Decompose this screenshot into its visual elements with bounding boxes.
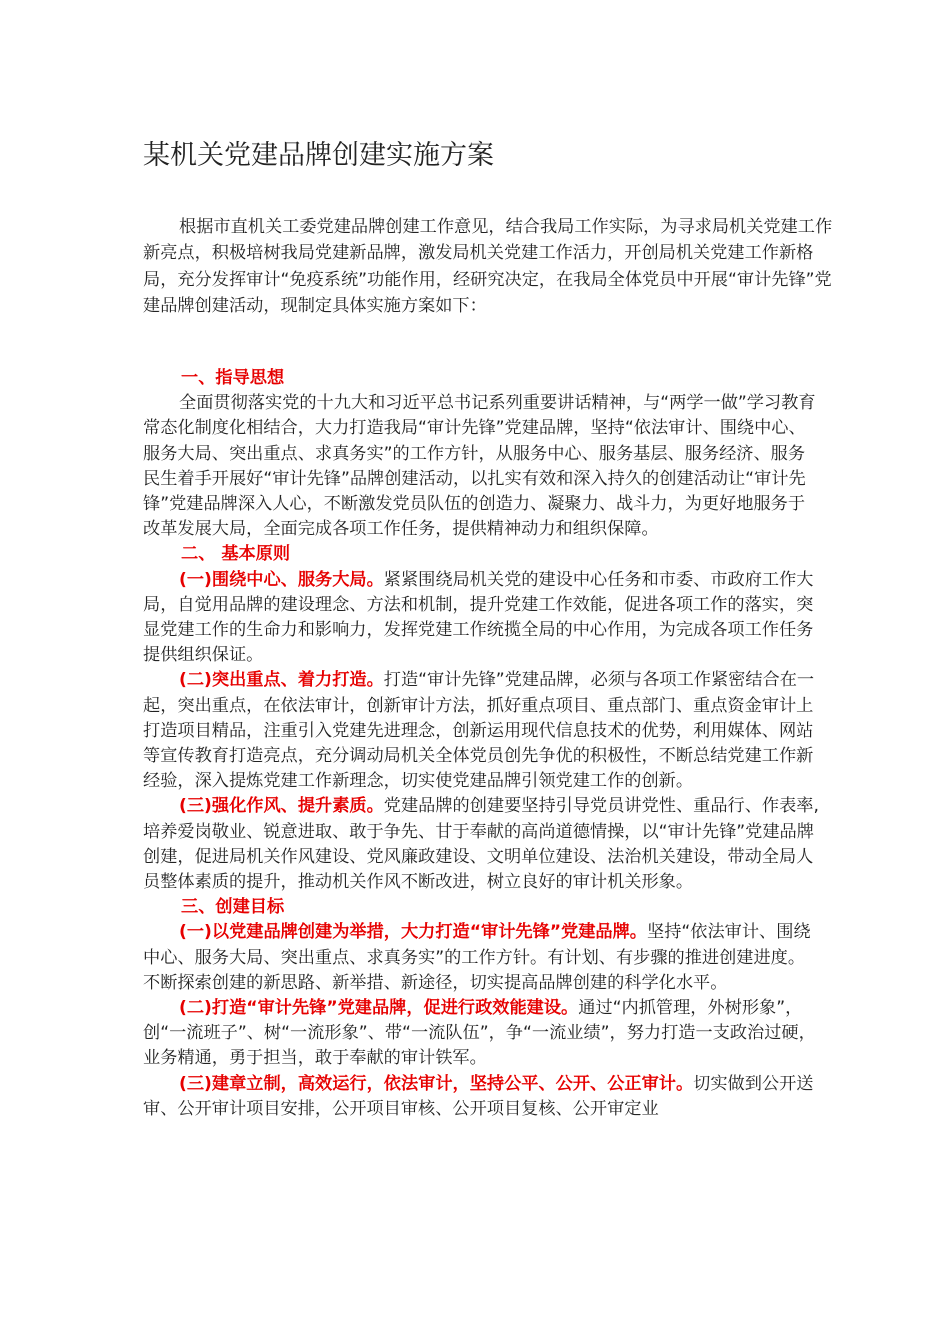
section-heading-2: 二、 基本原则 [181,544,291,565]
principle-text-3: 党建品牌的创建要坚持引导党员讲党性、重品行、作表率,培养爱岗敬业、锐意进取、敢于争先、甘于奉献的高尚道德情操，以“审计先锋”党建品牌创建，促进局机关作风建设、党风廉政建设、文明单位建设、法治机关建设，带动全局人员整体素质的提升，推动机关作风不断改进，树立良好的审计机关形象。 [143,796,819,893]
goal-lead-2: (二)打造“审计先锋”党建品牌，促进行政效能建设。 [179,998,579,1019]
principle-paragraph-1 [143,568,819,669]
section-heading-3: 三、创建目标 [181,897,285,918]
intro-paragraph: 根据市直机关工委党建品牌创建工作意见，结合我局工作实际，为寻求局机关党建工作新亮点，积极培树我局党建新品牌，激发局机关党建工作活力，开创局机关党建工作新格局，充分发挥审计“免疫系统”功能作用，经研究决定，在我局全体党员中开展“审计先锋”党建品牌创建活动，现制定具体实施方案如下： [143,217,833,316]
section-heading-1: 一、指导思想 [181,368,285,388]
document-body [143,366,819,1122]
goal-paragraph-3 [143,1072,819,1122]
principle-lead-2: (二)突出重点、着力打造。 [179,670,384,691]
goal-text-3: 切实做到公开送审、公开审计项目安排，公开项目审核、公开项目复核、公开审定业 [143,1073,814,1119]
goal-paragraph-2 [143,996,819,1072]
goal-lead-3: (三)建章立制，高效运行，依法审计，坚持公平、公开、公正审计。 [179,1073,694,1094]
goal-text-1: 坚持“依法审计、围绕中心、服务大局、突出重点、求真务实”的工作方针。有计划、有步骤的推进创建进度。不断探索创建的新思路、新举措、新途径，切实提高品牌创建的科学化水平。 [143,922,811,993]
goal-lead-1: (一)以党建品牌创建为举措，大力打造“审计先锋”党建品牌。 [179,922,647,943]
principle-paragraph-2 [143,668,819,794]
document-title: 某机关党建品牌创建实施方案 [143,140,494,171]
section-1-paragraph: 全面贯彻落实党的十九大和习近平总书记系列重要讲话精神，与“两学一做”学习教育常态化制度化相结合，大力打造我局“审计先锋”党建品牌，坚持“依法审计、围绕中心、服务大局、突出重点、求真务实”的工作方针，从服务中心、服务基层、服务经济、服务民生着手开展好“审计先锋”品牌创建活动，以扎实有效和深入持久的创建活动让“审计先锋”党建品牌深入人心，不断激发党员队伍的创造力、凝聚力、战斗力，为更好地服务于改革发展大局，全面完成各项工作任务，提供精神动力和组织保障。 [143,393,816,540]
principle-paragraph-3 [143,794,819,895]
goal-paragraph-1 [143,920,819,996]
principle-lead-1: (一)围绕中心、服务大局。 [179,569,384,590]
goal-text-2: 通过“内抓管理，外树形象”，创“一流班子”、树“一流形象”、带“一流队伍”，争“一流业绩”，努力打造一支政治过硬，业务精通，勇于担当，敢于奉献的审计铁军。 [143,998,816,1069]
principle-text-2: 打造“审计先锋”党建品牌，必须与各项工作紧密结合在一起，突出重点，在依法审计，创新审计方法，抓好重点项目、重点部门、重点资金审计上打造项目精品，注重引入党建先进理念，创新运用现代信息技术的优势，利用媒体、网站等宣传教育打造亮点，充分调动局机关全体党员创先争优的积极性，不断总结党建工作新经验，深入提炼党建工作新理念，切实使党建品牌引领党建工作的创新。 [143,670,815,792]
principle-text-1: 紧紧围绕局机关党的建设中心任务和市委、市政府工作大局，自觉用品牌的建设理念、方法和机制，提升党建工作效能，促进各项工作的落实，突显党建工作的生命力和影响力，发挥党建工作统揽全局的中心作用，为完成各项工作任务提供组织保证。 [143,569,814,666]
principle-lead-3: (三)强化作风、提升素质。 [179,796,384,817]
